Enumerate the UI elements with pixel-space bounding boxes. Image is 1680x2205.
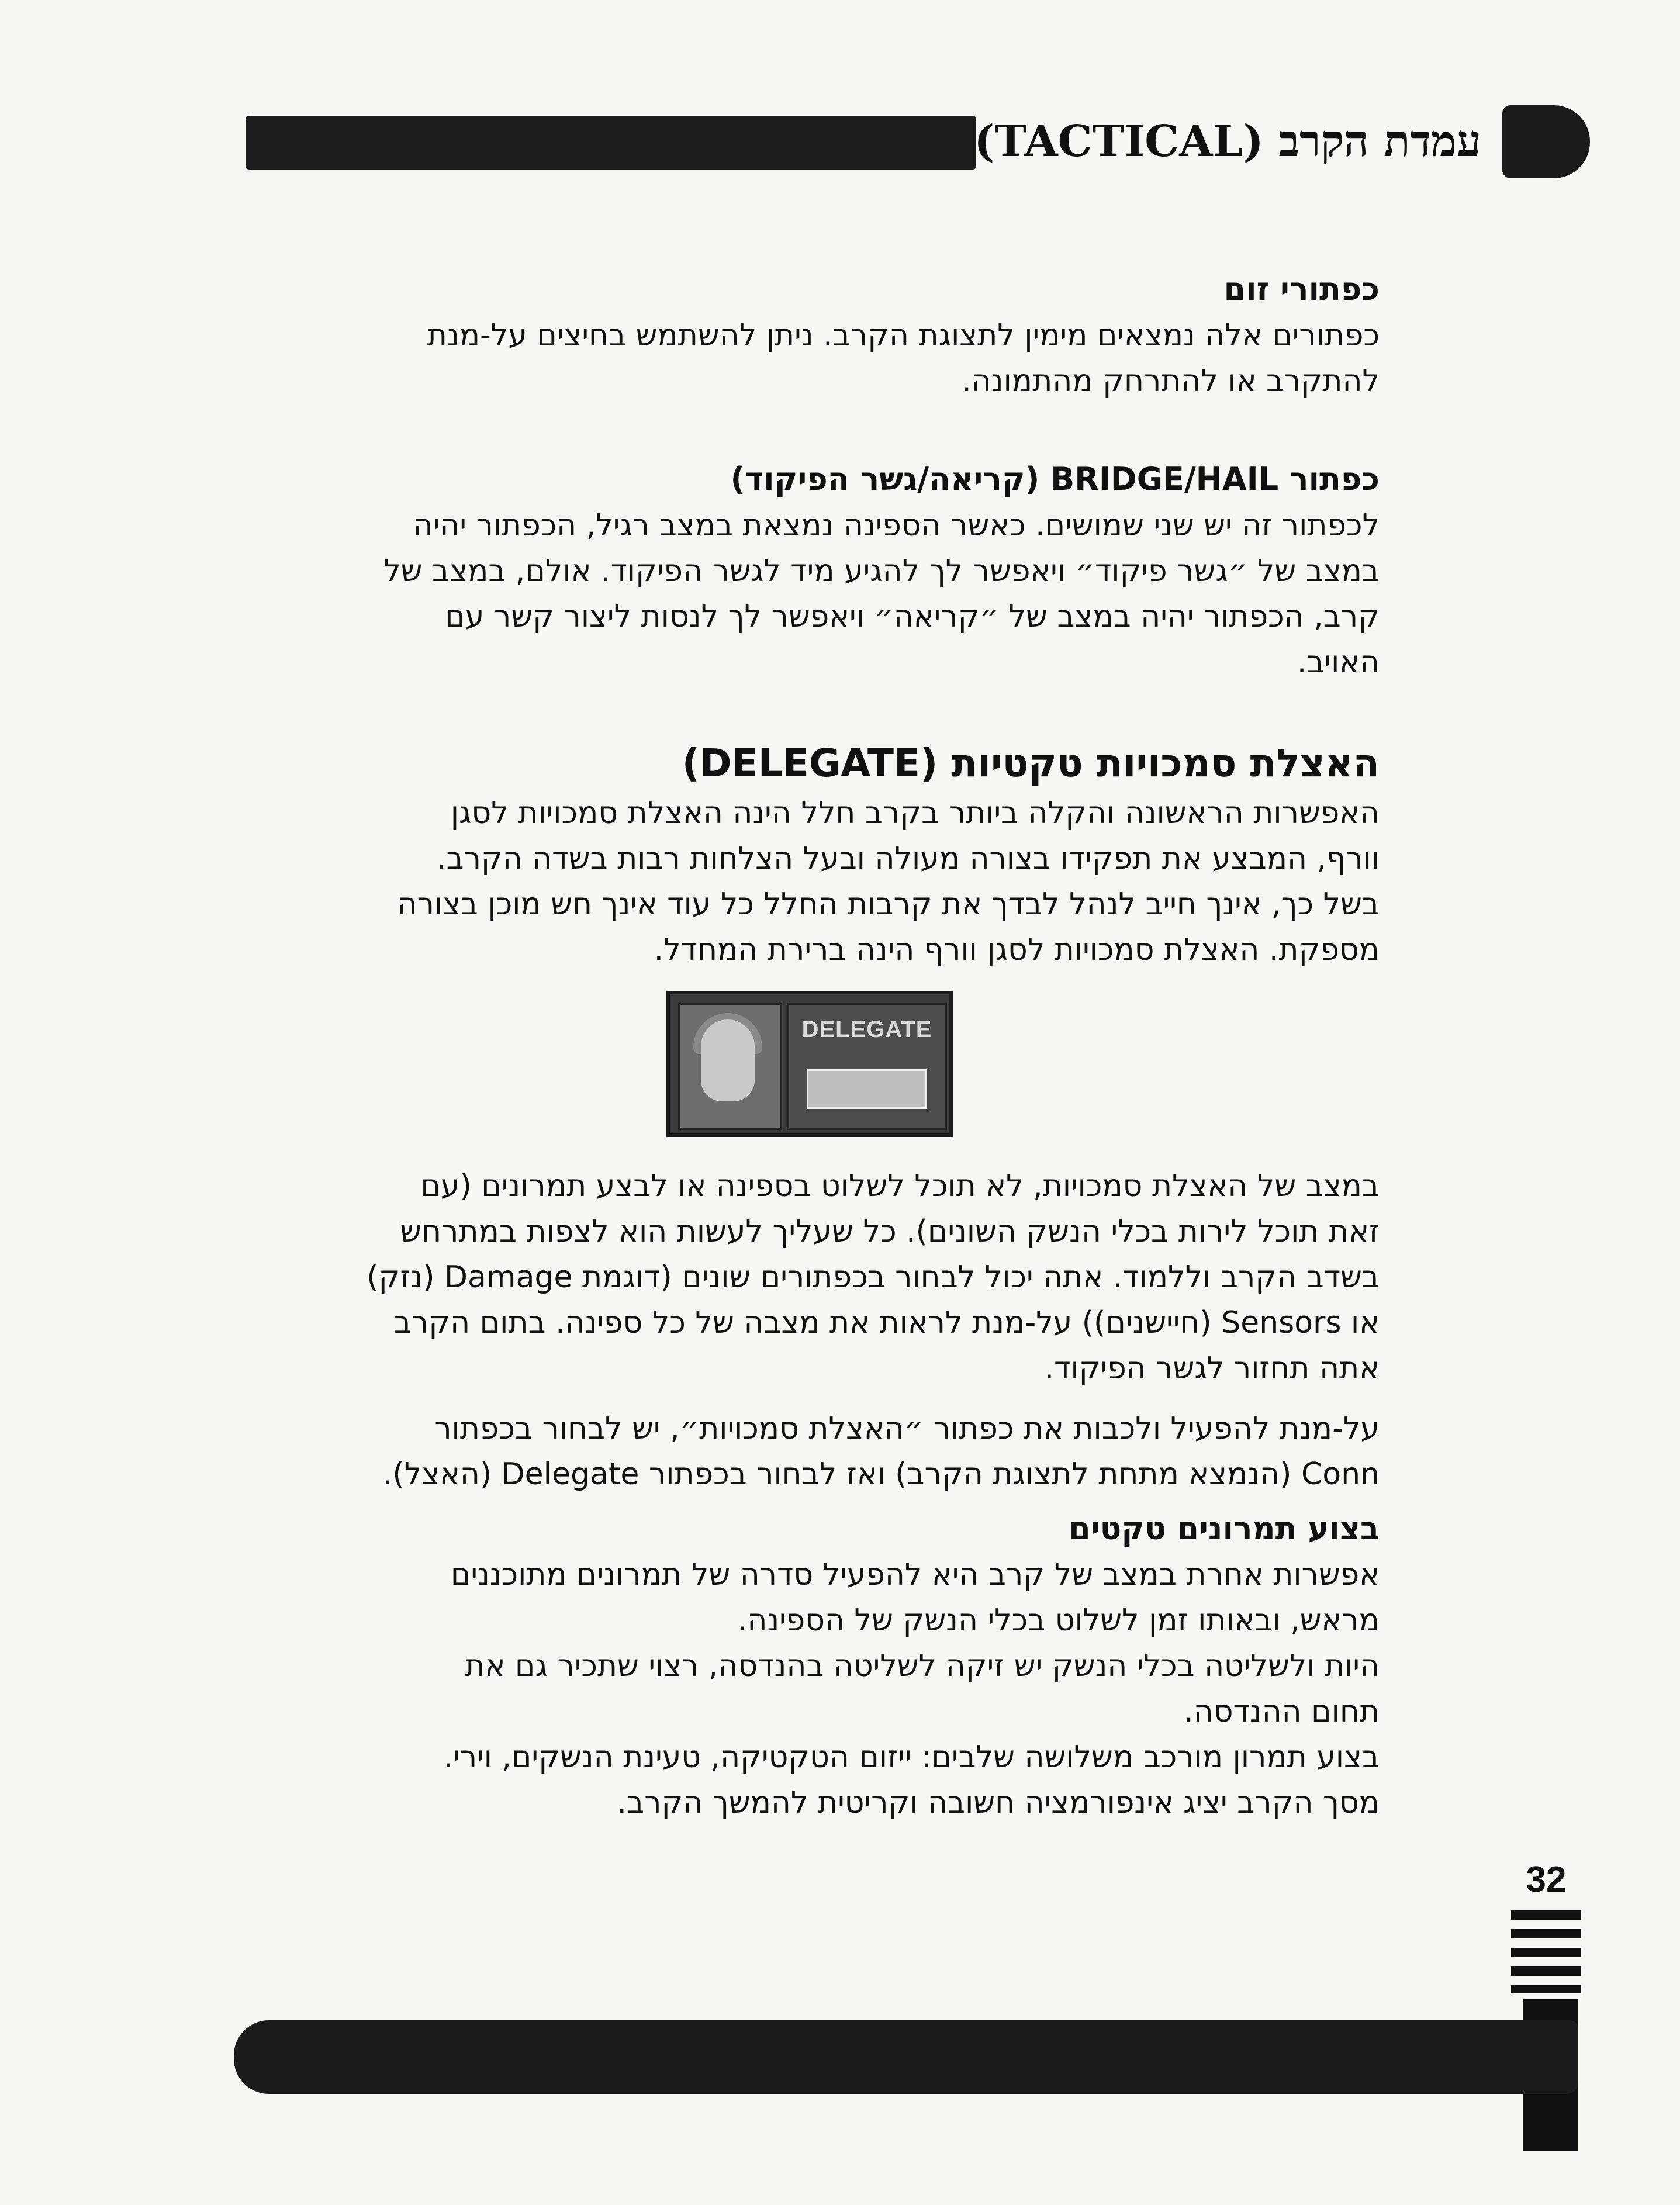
paragraph-line: היות ולשליטה בכלי הנשק יש זיקה לשליטה בהנדסה, רצוי שתכיר גם את [465, 1648, 1380, 1684]
divider [1511, 1948, 1581, 1957]
paragraph-line: מראש, ובאותו זמן לשלוט בכלי הנשק של הספינה. [737, 1603, 1380, 1638]
section-delegate [251, 737, 1380, 973]
paragraph-line: תחום ההנדסה. [1184, 1694, 1380, 1729]
paragraph-line: אתה תחזור לגשר הפיקוד. [1044, 1351, 1380, 1386]
section-heading: בצוע תמרונים טקטים [1069, 1510, 1380, 1547]
divider [1511, 1929, 1581, 1938]
paragraph-line: במצב של האצלת סמכויות, לא תוכל לשלוט בספינה או לבצע תמרונים (עם [420, 1169, 1380, 1204]
page-number: 32 [1526, 1860, 1567, 1900]
paragraph-line: בצוע תמרון מורכב משלושה שלבים: ייזום הטקטיקה, טעינת הנשקים, וירי. [443, 1740, 1380, 1775]
paragraph-line: Conn (הנמצא מתחת לתצוגת הקרב) ואז לבחור בכפתור Delegate (האצל). [382, 1457, 1380, 1492]
section-heading: כפתורי זום [1223, 271, 1380, 307]
delegate-screenshot-figure [666, 991, 953, 1137]
section-bridge-hail [251, 456, 1380, 685]
paragraph-line: כפתורים אלה נמצאים מימין לתצוגת הקרב. ניתן להשתמש בחיצים על-מנת [427, 318, 1380, 353]
paragraph-line: אפשרות אחרת במצב של קרב היא להפעיל סדרה של תמרונים מתוכננים [450, 1557, 1380, 1592]
paragraph-line: בשדב הקרב וללמוד. אתה יכול לבחור בכפתורים שונים (דוגמת Damage (נזק) [367, 1260, 1380, 1295]
header-bar [246, 116, 976, 170]
divider [1511, 1910, 1581, 1920]
page-title: עמדת הקרב (TACTICAL) [974, 116, 1481, 167]
paragraph-line: וורף, המבצע את תפקידו בצורה מעולה ובעל הצלחות רבות בשדה הקרב. [436, 841, 1380, 876]
section-toggle-instructions [251, 1406, 1380, 1497]
paragraph-line: לכפתור זה יש שני שמושים. כאשר הספינה נמצאת במצב רגיל, הכפתור יהיה [413, 508, 1380, 543]
section-heading: האצלת סמכויות טקטיות (DELEGATE) [682, 741, 1380, 786]
paragraph-line: במצב של ״גשר פיקוד״ ויאפשר לך להגיע מיד לגשר הפיקוד. אולם, במצב של [383, 554, 1380, 589]
paragraph-line: על-מנת להפעיל ולכבות את כפתור ״האצלת סמכויות״, יש לבחור בכפתור [434, 1411, 1380, 1446]
divider [1511, 1966, 1581, 1976]
delegate-toggle-button [807, 1069, 927, 1109]
divider [1511, 1985, 1581, 1993]
paragraph-line: קרב, הכפתור יהיה במצב של ״קריאה״ ויאפשר לך לנסות ליצור קשר עם [445, 599, 1380, 634]
footer-bar [234, 2020, 1578, 2094]
section-heading: כפתור BRIDGE/HAIL (קריאה/גשר הפיקוד) [730, 461, 1380, 497]
paragraph-line: להתקרב או להתרחק מהתמונה. [962, 364, 1380, 399]
worf-portrait-icon [678, 1003, 782, 1130]
paragraph-line: או Sensors (חיישנים)) על-מנת לראות את מצבה של כל ספינה. בתום הקרב [393, 1305, 1380, 1340]
paragraph-line: מספקת. האצלת סמכויות לסגן וורף הינה ברירת המחדל. [654, 932, 1380, 967]
paragraph-line: מסך הקרב יציג אינפורמציה חשובה וקריטית להמשך הקרב. [617, 1785, 1380, 1820]
section-zoom-buttons [251, 266, 1380, 404]
paragraph-line: זאת תוכל לירות בכלי הנשק השונים). כל שעליך לעשות הוא לצפות במתרחש [400, 1214, 1380, 1249]
paragraph-line: בשל כך, אינך חייב לנהל לבדך את קרבות החלל כל עוד אינך חש מוכן בצורה [397, 887, 1380, 922]
section-delegate-mode [251, 1163, 1380, 1391]
delegate-panel [787, 1003, 947, 1130]
header-tab-mark [1502, 105, 1590, 178]
section-tactical-maneuvers [251, 1505, 1380, 1826]
paragraph-line: האויב. [1297, 645, 1380, 680]
delegate-label: DELEGATE [801, 1017, 932, 1042]
paragraph-line: האפשרות הראשונה והקלה ביותר בקרב חלל הינה האצלת סמכויות לסגן [450, 796, 1380, 831]
